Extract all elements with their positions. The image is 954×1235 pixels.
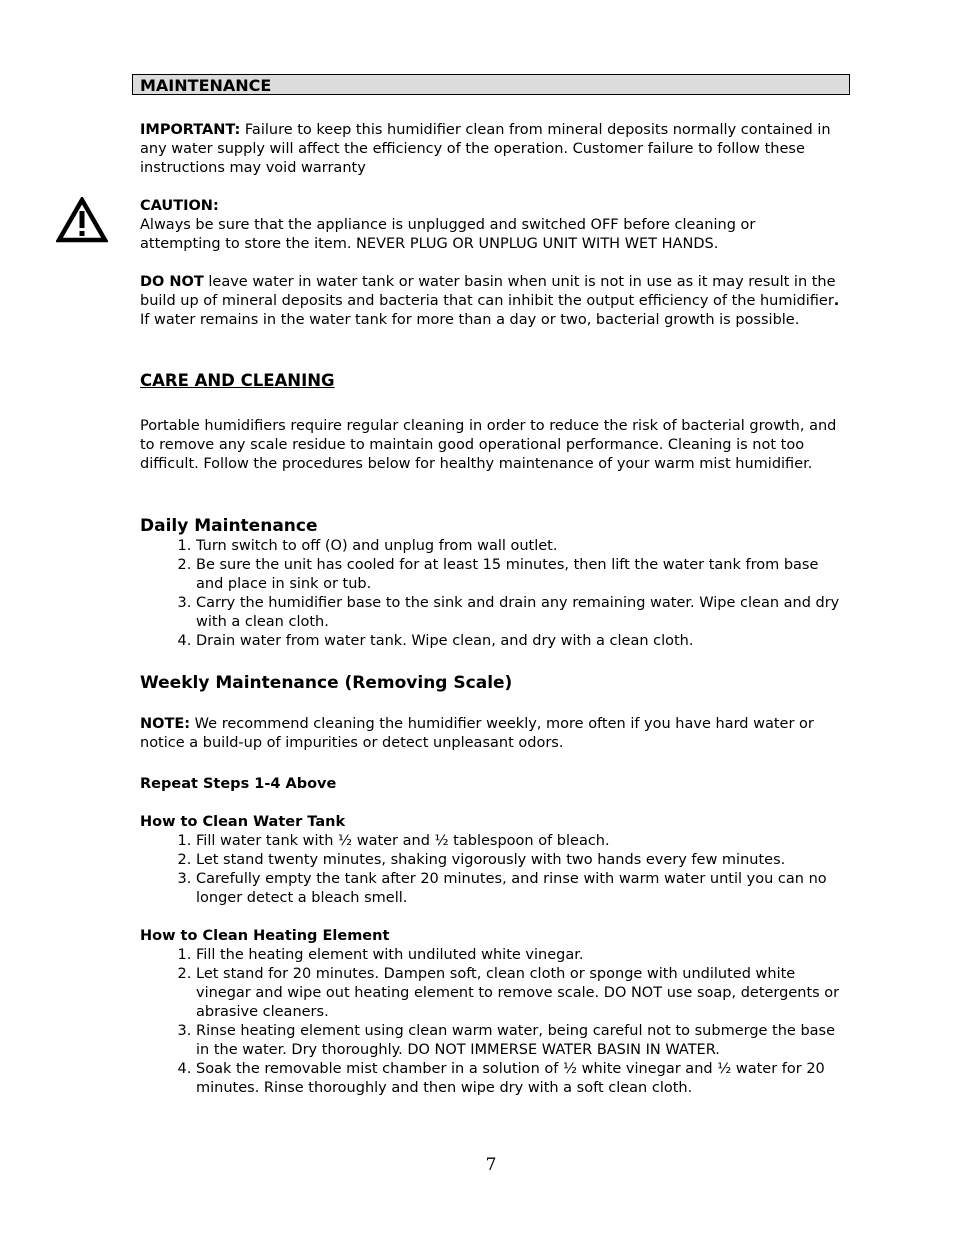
list-item: 1. Turn switch to off (O) and unplug from wall outlet.	[196, 537, 840, 556]
donot-label: DO NOT	[140, 274, 204, 290]
daily-steps	[140, 537, 840, 651]
caution-text: Always be sure that the appliance is unplugged and switched OFF before cleaning or attempting to store the item. NEVER PLUG OR UNPLUG UNIT WITH WET HANDS.	[140, 217, 756, 252]
list-item: 2. Let stand for 20 minutes. Dampen soft, clean cloth or sponge with undiluted white vinegar and wipe out heating element to remove scale. DO NOT use soap, detergents or abrasive cleaners.	[196, 965, 840, 1022]
daily-heading: Daily Maintenance	[140, 516, 318, 536]
repeat-steps-label: Repeat Steps 1-4 Above	[140, 776, 337, 792]
donot-text-a: leave water in water tank or water basin when unit is not in use as it may result in the build up of mineral deposits and bacteria that can inhibit the output efficiency of the humidifier	[140, 274, 836, 309]
list-item: 2. Let stand twenty minutes, shaking vigorously with two hands every few minutes.	[196, 851, 840, 870]
donot-paragraph	[140, 273, 840, 330]
heating-steps	[140, 946, 840, 1098]
heating-heading: How to Clean Heating Element	[140, 928, 390, 944]
page-number: 7	[485, 1155, 497, 1175]
note-label: NOTE:	[140, 716, 191, 732]
list-item: 3. Carry the humidifier base to the sink and drain any remaining water. Wipe clean and dry with a clean cloth.	[196, 594, 840, 632]
daily-section	[140, 515, 840, 651]
tank-steps	[140, 832, 840, 908]
important-paragraph	[140, 121, 840, 178]
care-paragraph: Portable humidifiers require regular cleaning in order to reduce the risk of bacterial growth, and to remove any scale residue to maintain good operational performance. Cleaning is not too difficult. Follow the procedures below for healthy maintenance of your warm mist humidifier.	[140, 418, 837, 472]
tank-heading: How to Clean Water Tank	[140, 814, 346, 830]
list-item: 1. Fill water tank with ½ water and ½ tablespoon of bleach.	[196, 832, 840, 851]
weekly-heading: Weekly Maintenance (Removing Scale)	[140, 673, 513, 693]
warning-triangle-icon	[56, 197, 108, 243]
donot-text-b: If water remains in the water tank for more than a day or two, bacterial growth is possible.	[140, 312, 800, 328]
list-item: 4. Drain water from water tank. Wipe clean, and dry with a clean cloth.	[196, 632, 840, 651]
care-heading: CARE AND CLEANING	[140, 371, 335, 390]
list-item: 2. Be sure the unit has cooled for at least 15 minutes, then lift the water tank from base and place in sink or tub.	[196, 556, 840, 594]
list-item: 3. Carefully empty the tank after 20 minutes, and rinse with warm water until you can no longer detect a bleach smell.	[196, 870, 840, 908]
list-item: 1. Fill the heating element with undiluted white vinegar.	[196, 946, 840, 965]
list-item: 4. Soak the removable mist chamber in a solution of ½ white vinegar and ½ water for 20 minutes. Rinse thoroughly and then wipe dry with a soft clean cloth.	[196, 1060, 840, 1098]
note-paragraph	[140, 715, 840, 753]
list-item: 3. Rinse heating element using clean warm water, being careful not to submerge the base in the water. Dry thoroughly. DO NOT IMMERSE WATER BASIN IN WATER.	[196, 1022, 840, 1060]
note-text: We recommend cleaning the humidifier weekly, more often if you have hard water or notice a build-up of impurities or detect unpleasant odors.	[140, 716, 814, 751]
caution-block	[140, 197, 840, 254]
important-text: Failure to keep this humidifier clean from mineral deposits normally contained in any water supply will affect the efficiency of the operation. Customer failure to follow these instructions may void warranty	[140, 122, 831, 176]
section-title: MAINTENANCE	[132, 74, 850, 95]
tank-section	[140, 813, 840, 908]
heating-section	[140, 927, 840, 1098]
caution-label: CAUTION:	[140, 198, 219, 214]
important-label: IMPORTANT:	[140, 122, 241, 138]
donot-period: .	[833, 293, 840, 309]
